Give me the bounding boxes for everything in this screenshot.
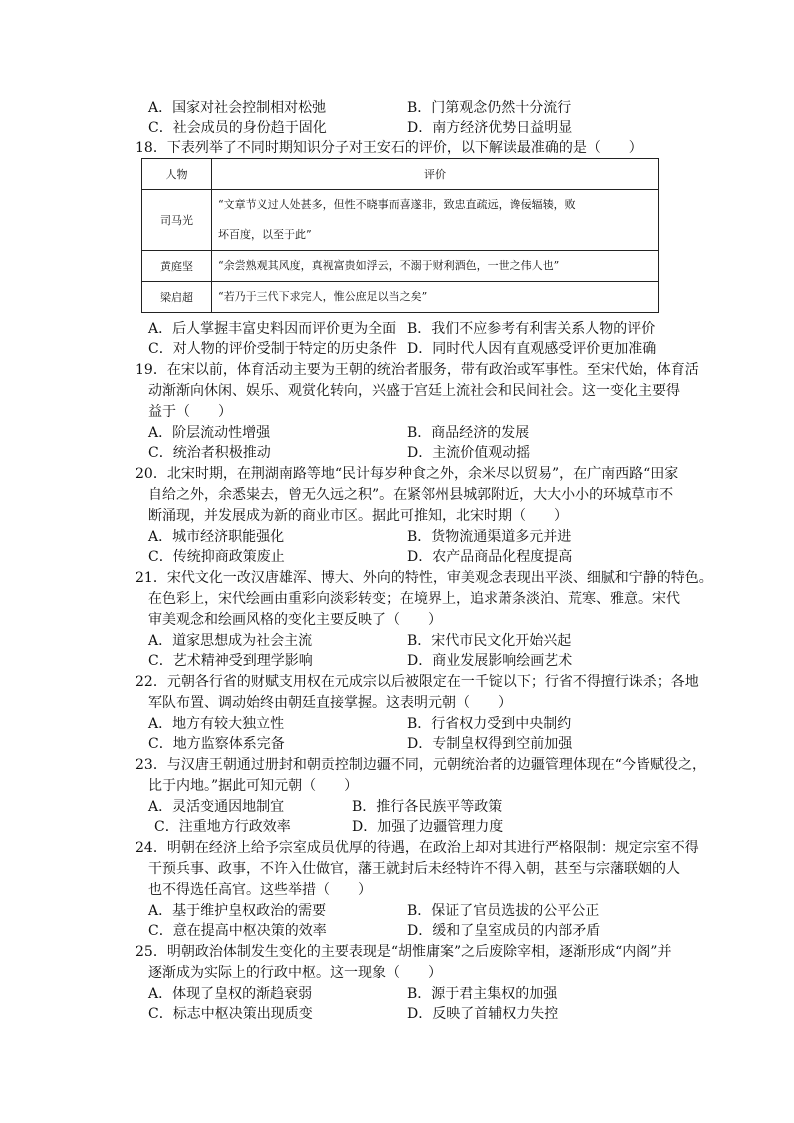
evaluation-line: “文章节义过人处甚多，但性不晓事而喜遂非，致忠直疏远，谗佞辐辏，败 xyxy=(218,198,576,211)
q18-stem: 18．下表列举了不同时期知识分子对王安石的评价，以下解读最准确的是（ ） xyxy=(135,140,643,156)
q22-option-b: B．行省权力受到中央制约 xyxy=(407,716,572,732)
q23-stem-line: 比于内地。”据此可知元朝（ ） xyxy=(148,778,359,794)
q18-evaluation-table xyxy=(141,158,659,313)
q23-option-a: A．灵活变通因地制宜 xyxy=(148,799,285,815)
q19-option-b: B．商品经济的发展 xyxy=(407,425,530,441)
q25-stem-line: 逐渐成为实际上的行政中枢。这一现象（ ） xyxy=(148,965,442,981)
table-header-evaluation: 评价 xyxy=(212,159,659,190)
q25-option-c: C．标志中枢决策出现质变 xyxy=(148,1006,313,1022)
q22-option-a: A．地方有较大独立性 xyxy=(148,716,285,732)
q19-stem-line: 19．在宋以前，体育活动主要为王朝的统治者服务，带有政治或军事性。至宋代始，体育活 xyxy=(135,362,699,378)
q18-option-d: D．同时代人因有直观感受评价更加准确 xyxy=(407,341,657,357)
q21-option-a: A．道家思想成为社会主流 xyxy=(148,633,313,649)
q24-stem-line: 24．明朝在经济上给予宗室成员优厚的待遇，在政治上却对其进行严格限制：规定宗室不得 xyxy=(135,840,699,856)
q17-option-b: B．门第观念仍然十分流行 xyxy=(407,100,572,116)
q18-option-c: C．对人物的评价受制于特定的历史条件 xyxy=(148,341,397,357)
q21-option-d: D．商业发展影响绘画艺术 xyxy=(407,653,573,669)
q17-option-a: A．国家对社会控制相对松弛 xyxy=(148,100,327,116)
q22-stem-line: 军队布置、调动始终由朝廷直接掌握。这表明元朝（ ） xyxy=(148,695,512,711)
q23-option-d: D．加强了边疆管理力度 xyxy=(352,819,504,835)
table-cell-person: 黄庭坚 xyxy=(142,251,212,282)
table-row xyxy=(142,251,659,282)
q22-option-c: C．地方监察体系完备 xyxy=(148,736,285,752)
table-cell-evaluation: “余尝熟观其风度，真视富贵如浮云，不溺于财利酒色，一世之伟人也” xyxy=(212,251,659,282)
q24-option-b: B．保证了官员选拔的公平公正 xyxy=(407,903,600,919)
table-row xyxy=(142,190,659,251)
q18-option-b: B．我们不应参考有利害关系人物的评价 xyxy=(407,321,656,337)
q17-option-d: D．南方经济优势日益明显 xyxy=(407,120,573,136)
table-cell-evaluation: “若乃于三代下求完人，惟公庶足以当之矣” xyxy=(212,282,659,313)
q23-option-c: C．注重地方行政效率 xyxy=(154,819,291,835)
q20-stem-line: 自给之外，余悉粜去，曾无久远之积”。在紧邻州县城郭附近，大大小小的环城草市不 xyxy=(148,487,674,503)
q20-option-a: A．城市经济职能强化 xyxy=(148,529,285,545)
q21-option-c: C．艺术精神受到理学影响 xyxy=(148,653,313,669)
q25-option-d: D．反映了首辅权力失控 xyxy=(407,1006,559,1022)
q20-option-b: B．货物流通渠道多元并进 xyxy=(407,529,572,545)
q20-option-c: C．传统抑商政策废止 xyxy=(148,549,285,565)
q21-stem-line: 21．宋代文化一改汉唐雄浑、博大、外向的特性，审美观念表现出平淡、细腻和宁静的特色。 xyxy=(135,570,713,586)
table-row xyxy=(142,282,659,313)
q17-option-c: C．社会成员的身份趋于固化 xyxy=(148,120,327,136)
q23-option-b: B．推行各民族平等政策 xyxy=(352,799,503,815)
q24-stem-line: 干预兵事、政事，不许入仕做官，藩王就封后未经特许不得入朝，甚至与宗藩联姻的人 xyxy=(148,861,680,877)
q19-option-c: C．统治者积极推动 xyxy=(148,445,271,461)
q25-option-a: A．体现了皇权的渐趋衰弱 xyxy=(148,986,313,1002)
q24-stem-line: 也不得选任高官。这些举措（ ） xyxy=(148,882,372,898)
q25-option-b: B．源于君主集权的加强 xyxy=(407,986,558,1002)
q25-stem-line: 25．明朝政治体制发生变化的主要表现是“胡惟庸案”之后废除宰相，逐渐形成“内阁”并 xyxy=(135,944,672,960)
q24-option-d: D．缓和了皇室成员的内部矛盾 xyxy=(407,923,601,939)
q20-stem-line: 断涌现，并发展成为新的商业市区。据此可推知，北宋时期（ ） xyxy=(148,508,568,524)
table-header-person: 人物 xyxy=(142,159,212,190)
q20-option-d: D．农产品商品化程度提高 xyxy=(407,549,573,565)
q24-option-c: C．意在提高中枢决策的效率 xyxy=(148,923,327,939)
evaluation-line: 坏百度，以至于此” xyxy=(218,228,312,241)
q21-stem-line: 在色彩上，宋代绘画由重彩向淡彩转变；在境界上，追求萧条淡泊、荒寒、雅意。宋代 xyxy=(148,591,680,607)
q21-option-b: B．宋代市民文化开始兴起 xyxy=(407,633,572,649)
q19-stem-line: 益于（ ） xyxy=(148,404,232,420)
q23-stem-line: 23．与汉唐王朝通过册封和朝贡控制边疆不同，元朝统治者的边疆管理体现在“今皆赋役之， xyxy=(135,757,706,773)
q21-stem-line: 审美观念和绘画风格的变化主要反映了（ ） xyxy=(148,612,442,628)
q18-option-a: A．后人掌握丰富史料因而评价更为全面 xyxy=(148,321,397,337)
table-cell-person: 司马光 xyxy=(142,190,212,251)
q22-stem-line: 22．元朝各行省的财赋支用权在元成宗以后被限定在一千锭以下；行省不得擅行诛杀；各地 xyxy=(135,674,699,690)
q19-option-a: A．阶层流动性增强 xyxy=(148,425,271,441)
q20-stem-line: 20．北宋时期，在荆湖南路等地“民计每岁种食之外，余米尽以贸易”，在广南西路“田家 xyxy=(135,466,679,482)
q19-option-d: D．主流价值观动摇 xyxy=(407,445,531,461)
q22-option-d: D．专制皇权得到空前加强 xyxy=(407,736,573,752)
table-cell-person: 梁启超 xyxy=(142,282,212,313)
q19-stem-line: 动渐渐向休闲、娱乐、观赏化转向，兴盛于宫廷上流社会和民间社会。这一变化主要得 xyxy=(148,383,680,399)
table-cell-evaluation xyxy=(212,190,659,251)
q24-option-a: A．基于维护皇权政治的需要 xyxy=(148,903,327,919)
